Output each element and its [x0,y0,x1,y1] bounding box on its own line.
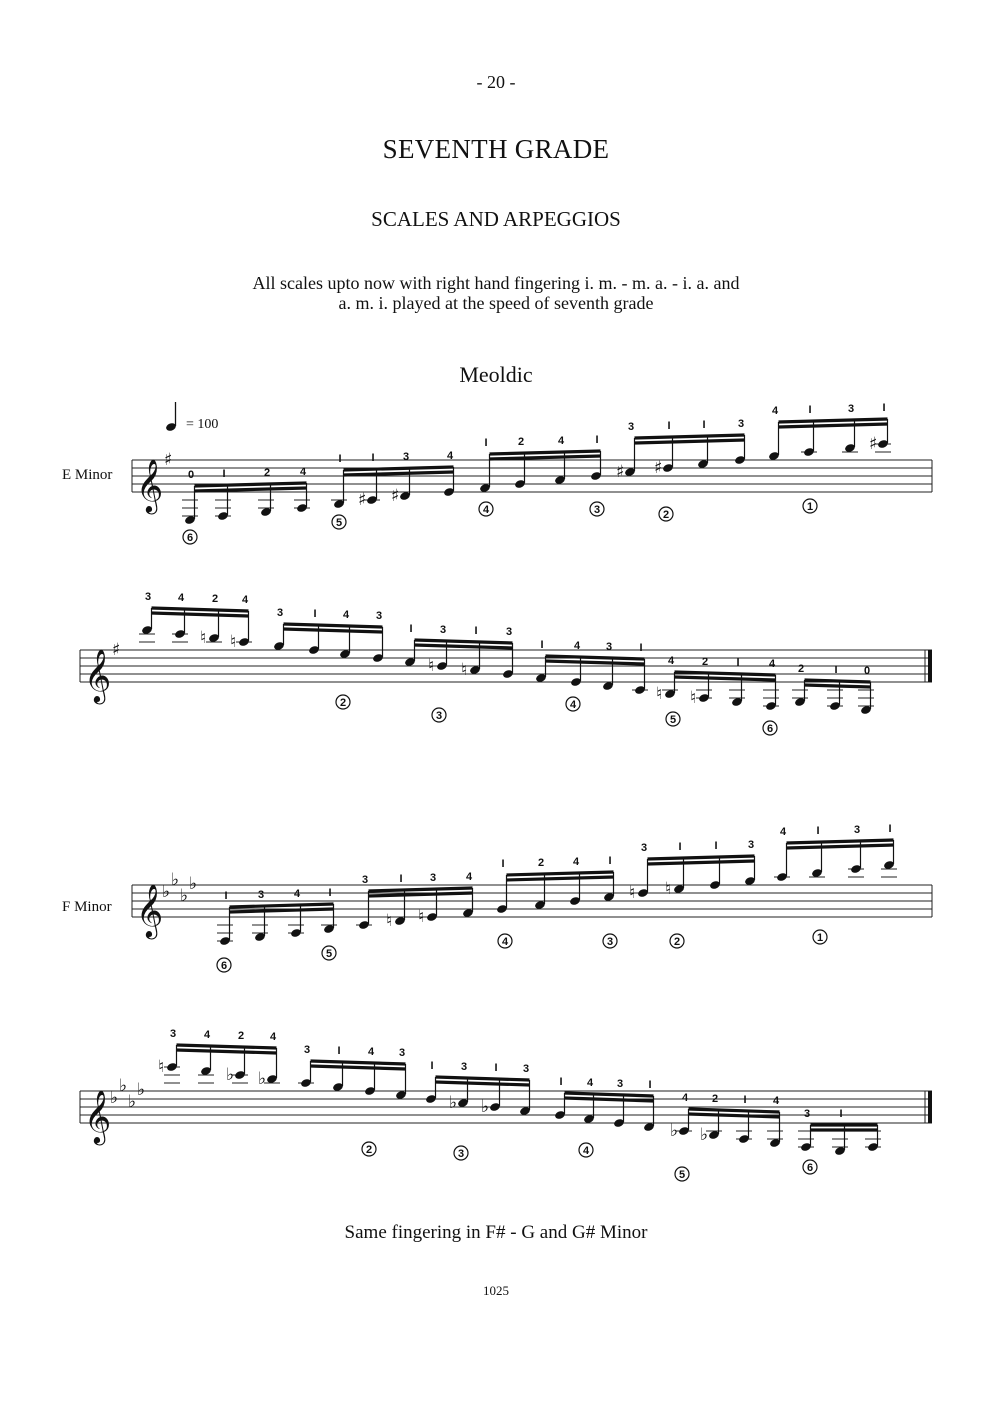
fingering-number: 3 [627,421,635,433]
beam [311,1061,406,1064]
beam [230,904,334,907]
accidental-icon: ♭ [700,1125,709,1145]
string-number: 1 [806,501,814,513]
string-number: 2 [339,697,347,709]
tempo-text: = 100 [186,417,219,432]
key-signature-sharp-icon: ♯ [164,450,173,470]
fingering-number: I [337,1045,341,1058]
fingering-number: 4 [465,871,473,883]
fingering-number: 3 [853,823,861,836]
accidental-icon: ♯ [358,490,367,510]
system-label-f-minor: F Minor [62,899,112,915]
fingering-number: 0 [187,469,195,481]
instructions [0,273,992,313]
string-number: 5 [678,1169,686,1181]
fingering-number: 2 [711,1092,719,1105]
fingering-number: I [608,855,612,867]
fingering-number: 3 [169,1028,177,1040]
string-number-circle-icon [579,1143,593,1157]
fingering-number: 4 [203,1029,211,1042]
fingering-number: 3 [439,623,447,636]
fingering-number: I [501,858,505,870]
fingering-number: I [313,608,317,621]
page-number: - 20 - [476,72,516,92]
instructions-line: a. m. i. played at the speed of seventh grade [338,293,654,313]
fingering-number: I [338,453,342,465]
fingering-number: 4 [667,655,675,667]
fingering-number: 4 [572,855,580,868]
fingering-number: I [743,1093,747,1106]
string-number: 6 [220,960,228,972]
string-number: 6 [766,723,774,735]
accidental-icon: ♮ [629,883,636,903]
fingering-number: 3 [747,839,755,851]
string-number-circle-icon [803,499,817,513]
fingering-number: 3 [605,641,613,654]
accidental-icon: ♮ [656,684,663,704]
fingering-number: I [834,664,838,677]
music-staff-f-minor-descending [0,1028,992,1185]
string-number: 4 [501,936,509,948]
string-number-circle-icon [217,958,231,972]
fingering-number: 4 [446,450,454,462]
fingering-number: 3 [460,1061,468,1074]
beam [177,1045,277,1048]
footer-note: Same fingering in F# - G and G# Minor [344,1222,648,1243]
beam [805,680,871,682]
fingering-number: I [474,624,478,637]
key-signature-flat-icon: ♭ [189,874,198,894]
string-number-circle-icon [432,708,446,722]
key-signature-flat-icon: ♭ [137,1080,146,1100]
fingering-number: I [888,823,892,835]
fingering-number: I [371,452,375,465]
fingering-number: I [714,839,718,852]
accidental-icon: ♮ [461,660,468,680]
accidental-icon: ♯ [869,434,878,454]
string-number: 3 [457,1148,465,1160]
section-title: SCALES AND ARPEGGIOS [371,207,621,231]
beam [369,888,473,891]
beam [152,608,249,611]
key-signature-sharp-icon: ♯ [112,640,121,660]
beam [546,661,645,664]
string-number-circle-icon [813,930,827,944]
beam [311,1066,406,1069]
beam [546,656,645,659]
fingering-number: 3 [375,610,383,622]
key-signature-flat-icon: ♭ [162,882,171,902]
beam [507,872,614,875]
beam [195,483,307,486]
string-number-circle-icon [454,1146,468,1160]
fingering-number: I [494,1062,498,1075]
final-barline [928,1091,932,1123]
accidental-icon: ♮ [230,632,237,652]
string-number: 3 [435,710,443,722]
fingering-number: I [648,1079,652,1091]
fingering-number: 4 [293,887,301,900]
key-signature-flat-icon: ♭ [119,1076,128,1096]
beam [490,456,601,459]
fingering-number: 3 [361,874,369,886]
accidental-icon: ♭ [226,1065,235,1085]
beam [648,856,755,859]
beam [635,440,745,443]
fingering-number: 3 [398,1047,406,1059]
string-number-circle-icon [666,712,680,726]
fingering-number: I [540,639,544,651]
fingering-number: 4 [681,1092,689,1104]
accidental-icon: ♯ [616,462,625,482]
system-label-e-minor: E Minor [62,467,113,483]
accidental-icon: ♭ [449,1093,458,1113]
fingering-number: 4 [299,466,307,478]
string-number: 5 [335,517,343,529]
accidental-icon: ♯ [391,486,400,506]
fingering-number: I [839,1108,843,1120]
string-number: 6 [806,1162,814,1174]
string-number-circle-icon [332,515,346,529]
instructions-line: All scales upto now with right hand fingering i. m. - m. a. - i. a. and [252,273,740,293]
beam [284,629,383,632]
fingering-number: I [484,437,488,449]
fingering-number: I [224,890,228,902]
subsection-title: Meoldic [459,362,533,387]
beam [195,488,307,491]
string-number: 4 [569,699,577,711]
fingering-number: I [559,1076,563,1088]
beam [805,685,871,687]
string-number-circle-icon [498,934,512,948]
beam [490,451,601,454]
fingering-number: 2 [237,1030,245,1043]
key-signature-flat-icon: ♭ [180,886,189,906]
string-number: 4 [482,504,490,516]
grade-title: SEVENTH GRADE [382,134,610,164]
string-number: 3 [593,504,601,516]
string-number-circle-icon [659,507,673,521]
beam [177,1050,277,1053]
fingering-number: 3 [505,626,513,638]
beam [436,1077,530,1080]
quarter-note-icon [165,402,177,432]
string-number-circle-icon [479,502,493,516]
fingering-number: 2 [797,663,805,675]
fingering-number: 4 [177,592,185,605]
beam [675,677,776,680]
key-signature-flat-icon: ♭ [171,870,180,890]
beam [507,877,614,880]
beam [787,845,894,848]
treble-clef-icon: 𝄞 [136,458,164,512]
accidental-icon: ♮ [200,628,207,648]
fingering-number: 0 [863,665,871,677]
accidental-icon: ♮ [665,879,672,899]
beam [787,840,894,843]
beam [152,613,249,616]
accidental-icon: ♮ [386,911,393,931]
fingering-number: 3 [144,591,152,603]
string-number-circle-icon [763,721,777,735]
fingering-number: 4 [779,826,787,838]
fingering-number: 4 [772,1095,780,1107]
string-number-circle-icon [336,695,350,709]
beam [565,1093,654,1096]
fingering-number: 3 [522,1063,530,1075]
fingering-number: I [808,404,812,417]
treble-clef-icon: 𝄞 [84,648,112,702]
treble-clef-icon: 𝄞 [84,1089,112,1143]
fingering-number: I [222,468,226,481]
beam [415,640,513,643]
accidental-icon: ♮ [158,1057,165,1077]
page-footer-number: 1025 [483,1283,509,1298]
fingering-number: 2 [263,466,271,479]
string-number-circle-icon [603,934,617,948]
fingering-number: 4 [768,658,776,670]
accidental-icon: ♭ [481,1097,490,1117]
beam [436,1082,530,1085]
fingering-number: I [328,887,332,899]
string-number: 3 [606,936,614,948]
beam [344,467,454,470]
string-number: 2 [673,936,681,948]
string-number: 1 [816,932,824,944]
fingering-number: 3 [276,607,284,619]
accidental-icon: ♯ [654,458,663,478]
string-number-circle-icon [322,946,336,960]
fingering-number: I [736,656,740,669]
beam [635,435,745,438]
string-number: 2 [365,1144,373,1156]
string-number-circle-icon [183,530,197,544]
beam [648,861,755,864]
fingering-number: 2 [211,593,219,606]
string-number: 4 [582,1145,590,1157]
fingering-number: I [702,419,706,432]
string-number: 5 [325,948,333,960]
beam [675,672,776,675]
fingering-number: 4 [241,594,249,606]
fingering-number: 2 [701,656,709,669]
fingering-number: 2 [537,856,545,869]
fingering-number: 3 [257,888,265,901]
accidental-icon: ♭ [258,1069,267,1089]
fingering-number: 3 [737,418,745,430]
beam [689,1114,780,1117]
string-number-circle-icon [803,1160,817,1174]
music-staff-f-minor-ascending [0,823,992,975]
fingering-number: 3 [616,1077,624,1090]
final-barline [928,650,932,682]
fingering-number: I [639,642,643,654]
fingering-number: 4 [586,1076,594,1089]
string-number-circle-icon [566,697,580,711]
fingering-number: 3 [803,1108,811,1120]
string-number: 5 [669,714,677,726]
beam [689,1109,780,1112]
fingering-number: 3 [640,842,648,854]
fingering-number: I [678,840,682,853]
beam [344,472,454,475]
fingering-number: I [667,419,671,432]
fingering-number: 3 [429,872,437,885]
accidental-icon: ♮ [418,907,425,927]
key-signature-flat-icon: ♭ [110,1088,119,1108]
fingering-number: I [409,623,413,635]
fingering-number: I [595,434,599,446]
music-staff-e-minor-descending [0,591,992,750]
beam [415,645,513,648]
string-number-circle-icon [590,502,604,516]
string-number-circle-icon [362,1142,376,1156]
fingering-number: I [882,402,886,414]
accidental-icon: ♭ [670,1121,679,1141]
fingering-number: 4 [573,640,581,653]
beam [565,1098,654,1101]
fingering-number: I [430,1060,434,1072]
fingering-number: 4 [557,434,565,447]
key-signature-flat-icon: ♭ [128,1092,137,1112]
string-number: 2 [662,509,670,521]
fingering-number: I [816,825,820,838]
fingering-number: I [399,872,403,885]
fingering-number: 2 [517,436,525,449]
fingering-number: 4 [771,405,779,417]
beam [284,624,383,627]
fingering-number: 3 [303,1044,311,1056]
treble-clef-icon: 𝄞 [136,883,164,937]
string-number-circle-icon [675,1167,689,1181]
fingering-number: 3 [847,402,855,415]
fingering-number: 4 [367,1046,375,1059]
fingering-number: 3 [402,451,410,464]
fingering-number: 4 [342,609,350,621]
string-number-circle-icon [670,934,684,948]
accidental-icon: ♮ [690,688,697,708]
string-number: 6 [186,532,194,544]
fingering-number: 4 [269,1031,277,1043]
accidental-icon: ♮ [428,656,435,676]
